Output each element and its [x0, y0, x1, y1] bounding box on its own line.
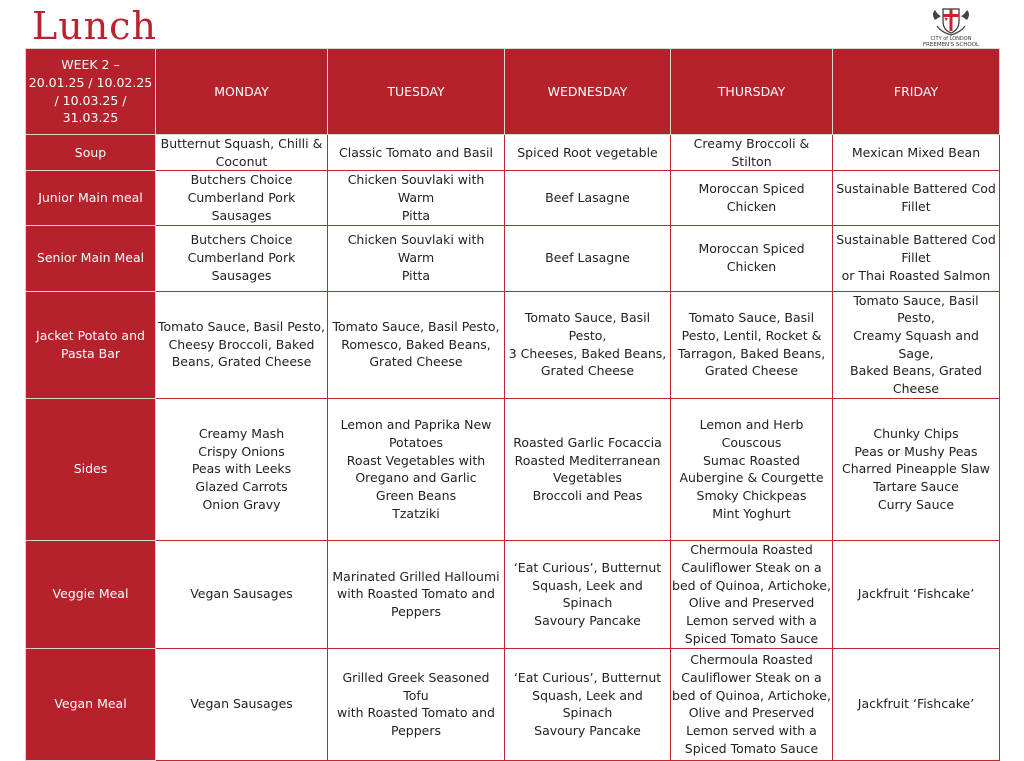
school-logo	[910, 6, 992, 54]
menu-cell: Beef Lasagne	[505, 171, 671, 225]
menu-cell: Sustainable Battered Cod Fillet or Thai Roasted Salmon	[833, 225, 1000, 291]
menu-cell: Chermoula Roasted Cauliflower Steak on a bed of Quinoa, Artichoke, Olive and Preserved Lemon served with a Spiced Tomato Sauce	[671, 540, 833, 648]
day-header-wednesday: WEDNESDAY	[505, 49, 671, 135]
header-row	[26, 49, 1000, 135]
row-label-senior-main: Senior Main Meal	[26, 225, 156, 291]
lunch-menu-table	[25, 48, 1000, 761]
menu-cell: Tomato Sauce, Basil Pesto, Creamy Squash and Sage, Baked Beans, Grated Cheese	[833, 291, 1000, 398]
menu-cell: Jackfruit ‘Fishcake’	[833, 540, 1000, 648]
table-row	[26, 135, 1000, 171]
day-header-friday: FRIDAY	[833, 49, 1000, 135]
logo-line-1: CITY of LONDON	[930, 36, 972, 42]
menu-cell: Vegan Sausages	[156, 648, 328, 760]
menu-cell: Marinated Grilled Halloumi with Roasted Tomato and Peppers	[328, 540, 505, 648]
menu-cell: Grilled Greek Seasoned Tofu with Roasted Tomato and Peppers	[328, 648, 505, 760]
logo-line-2: FREEMEN'S SCHOOL	[922, 42, 980, 48]
menu-cell: Lemon and Paprika New Potatoes Roast Vegetables with Oregano and Garlic Green Beans Tzatziki	[328, 398, 505, 540]
menu-cell: Beef Lasagne	[505, 225, 671, 291]
menu-cell: Chicken Souvlaki with Warm Pitta	[328, 171, 505, 225]
menu-cell: Chunky Chips Peas or Mushy Peas Charred Pineapple Slaw Tartare Sauce Curry Sauce	[833, 398, 1000, 540]
week-label: WEEK 2 – 20.01.25 / 10.02.25 / 10.03.25 / 31.03.25	[26, 49, 156, 135]
menu-cell: Roasted Garlic Focaccia Roasted Mediterranean Vegetables Broccoli and Peas	[505, 398, 671, 540]
day-header-monday: MONDAY	[156, 49, 328, 135]
menu-cell: Mexican Mixed Bean	[833, 135, 1000, 171]
row-label-soup: Soup	[26, 135, 156, 171]
menu-cell: Chicken Souvlaki with Warm Pitta	[328, 225, 505, 291]
menu-cell: Chermoula Roasted Cauliflower Steak on a bed of Quinoa, Artichoke, Olive and Preserved Lemon served with a Spiced Tomato Sauce	[671, 648, 833, 760]
menu-cell: Creamy Mash Crispy Onions Peas with Leeks Glazed Carrots Onion Gravy	[156, 398, 328, 540]
menu-cell: Creamy Broccoli & Stilton	[671, 135, 833, 171]
menu-cell: Tomato Sauce, Basil Pesto, 3 Cheeses, Baked Beans, Grated Cheese	[505, 291, 671, 398]
row-label-sides: Sides	[26, 398, 156, 540]
menu-cell: Butternut Squash, Chilli & Coconut	[156, 135, 328, 171]
row-label-vegan-meal: Vegan Meal	[26, 648, 156, 760]
table-row	[26, 225, 1000, 291]
page-title: Lunch	[32, 4, 157, 48]
row-label-jacket-potato: Jacket Potato and Pasta Bar	[26, 291, 156, 398]
table-row	[26, 291, 1000, 398]
day-header-tuesday: TUESDAY	[328, 49, 505, 135]
menu-cell: Moroccan Spiced Chicken	[671, 225, 833, 291]
menu-cell: Sustainable Battered Cod Fillet	[833, 171, 1000, 225]
row-label-veggie-meal: Veggie Meal	[26, 540, 156, 648]
table-row	[26, 648, 1000, 760]
day-header-thursday: THURSDAY	[671, 49, 833, 135]
menu-cell: Classic Tomato and Basil	[328, 135, 505, 171]
table-row	[26, 398, 1000, 540]
menu-cell: Spiced Root vegetable	[505, 135, 671, 171]
menu-cell: Tomato Sauce, Basil Pesto, Lentil, Rocket & Tarragon, Baked Beans, Grated Cheese	[671, 291, 833, 398]
menu-cell: Vegan Sausages	[156, 540, 328, 648]
menu-cell: Lemon and Herb Couscous Sumac Roasted Aubergine & Courgette Smoky Chickpeas Mint Yoghurt	[671, 398, 833, 540]
crest-icon	[929, 6, 973, 36]
menu-cell: Tomato Sauce, Basil Pesto, Cheesy Broccoli, Baked Beans, Grated Cheese	[156, 291, 328, 398]
table-row	[26, 540, 1000, 648]
menu-cell: Moroccan Spiced Chicken	[671, 171, 833, 225]
menu-cell: Tomato Sauce, Basil Pesto, Romesco, Baked Beans, Grated Cheese	[328, 291, 505, 398]
table-row	[26, 171, 1000, 225]
menu-cell: Butchers Choice Cumberland Pork Sausages	[156, 225, 328, 291]
row-label-junior-main: Junior Main meal	[26, 171, 156, 225]
menu-cell: Butchers Choice Cumberland Pork Sausages	[156, 171, 328, 225]
menu-cell: Jackfruit ‘Fishcake’	[833, 648, 1000, 760]
menu-cell: ‘Eat Curious’, Butternut Squash, Leek and Spinach Savoury Pancake	[505, 540, 671, 648]
menu-cell: ‘Eat Curious’, Butternut Squash, Leek and Spinach Savoury Pancake	[505, 648, 671, 760]
